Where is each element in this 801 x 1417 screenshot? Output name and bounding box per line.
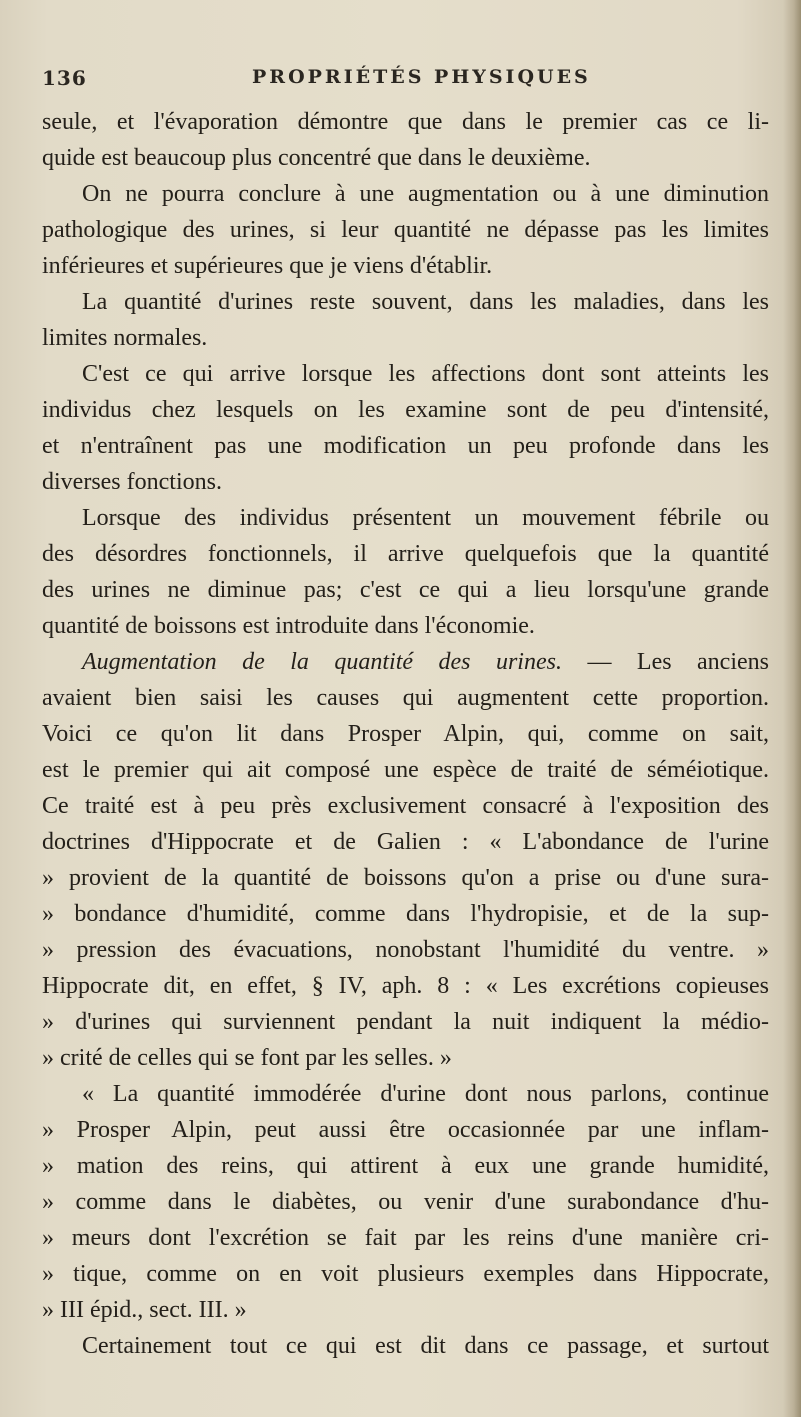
text-line: » tique, comme on en voit plusieurs exemples dans Hippocrate, (42, 1261, 769, 1287)
body-text (42, 104, 769, 1364)
text-line: » bondance d'humidité, comme dans l'hydropisie, et de la sup- (42, 901, 769, 927)
text-line: C'est ce qui arrive lorsque les affections dont sont atteints les (82, 361, 769, 387)
text-line: » provient de la quantité de boissons qu'on a prise ou d'une sura- (42, 865, 769, 891)
page-header (42, 60, 742, 100)
text-line: Ce traité est à peu près exclusivement consacré à l'exposition des (42, 793, 769, 819)
text-line: Lorsque des individus présentent un mouvement fébrile ou (82, 505, 769, 531)
running-title: PROPRIÉTÉS PHYSIQUES (252, 66, 591, 88)
text-line: quide est beaucoup plus concentré que dans le deuxième. (42, 145, 591, 171)
text-fragment: — Les anciens (561, 649, 769, 675)
text-line: pathologique des urines, si leur quantité ne dépasse pas les limites (42, 217, 769, 243)
text-line: Voici ce qu'on lit dans Prosper Alpin, qui, comme on sait, (42, 721, 769, 747)
text-line: La quantité d'urines reste souvent, dans les maladies, dans les (82, 289, 769, 315)
page-number: 136 (42, 66, 87, 90)
text-line: seule, et l'évaporation démontre que dans le premier cas ce li- (42, 109, 769, 135)
text-line: diverses fonctions. (42, 469, 222, 495)
text-line: » Prosper Alpin, peut aussi être occasionnée par une inflam- (42, 1117, 769, 1143)
section-heading: Augmentation de la quantité des urines. (82, 649, 562, 675)
text-line: « La quantité immodérée d'urine dont nous parlons, continue (82, 1081, 769, 1107)
text-line: » meurs dont l'excrétion se fait par les reins d'une manière cri- (42, 1225, 769, 1251)
text-line: limites normales. (42, 325, 208, 351)
text-line: des désordres fonctionnels, il arrive quelquefois que la quantité (42, 541, 769, 567)
text-line: » pression des évacuations, nonobstant l'humidité du ventre. » (42, 937, 769, 963)
text-line: » comme dans le diabètes, ou venir d'une surabondance d'hu- (42, 1189, 769, 1215)
text-line: » d'urines qui surviennent pendant la nuit indiquent la médio- (42, 1009, 769, 1035)
text-line: et n'entraînent pas une modification un peu profonde dans les (42, 433, 769, 459)
text-line: est le premier qui ait composé une espèce de traité de séméiotique. (42, 757, 769, 783)
text-line: avaient bien saisi les causes qui augmentent cette proportion. (42, 685, 769, 711)
text-line: » crité de celles qui se font par les selles. » (42, 1045, 452, 1071)
text-line: Certainement tout ce qui est dit dans ce passage, et surtout (82, 1333, 769, 1359)
text-line: individus chez lesquels on les examine sont de peu d'intensité, (42, 397, 769, 423)
text-line: inférieures et supérieures que je viens d'établir. (42, 253, 493, 279)
text-line: » mation des reins, qui attirent à eux une grande humidité, (42, 1153, 769, 1179)
text-line: On ne pourra conclure à une augmentation ou à une diminution (82, 181, 769, 207)
text-line: des urines ne diminue pas; c'est ce qui a lieu lorsqu'une grande (42, 577, 769, 603)
text-line: » III épid., sect. III. » (42, 1297, 247, 1323)
section-heading-line (42, 644, 769, 680)
text-line: doctrines d'Hippocrate et de Galien : « L'abondance de l'urine (42, 829, 769, 855)
text-line: Hippocrate dit, en effet, § IV, aph. 8 : « Les excrétions copieuses (42, 973, 769, 999)
text-line: quantité de boissons est introduite dans l'économie. (42, 613, 535, 639)
page-spine-shadow (783, 0, 801, 1417)
